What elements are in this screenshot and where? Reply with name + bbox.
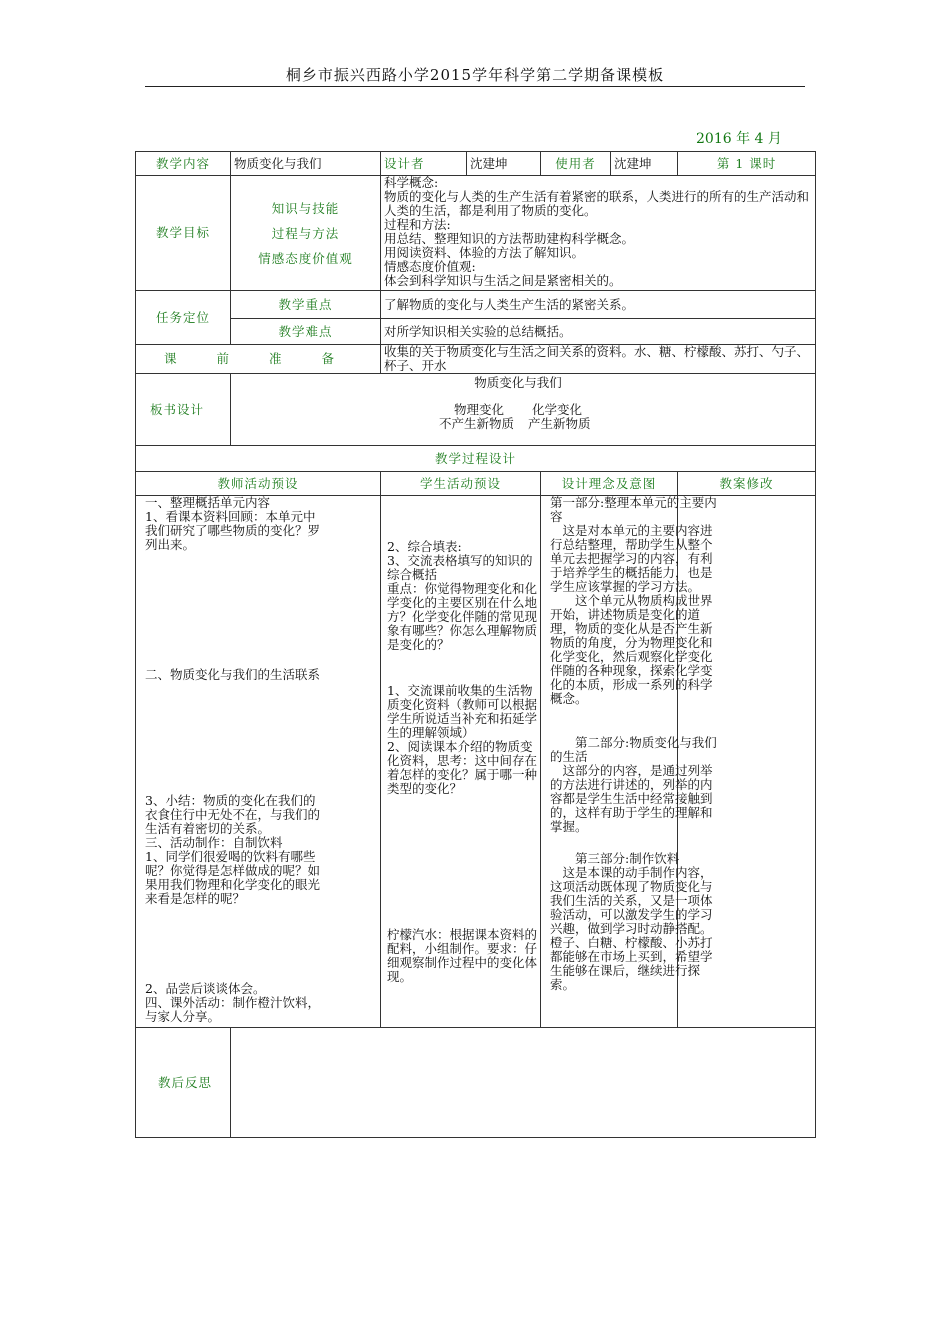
content-label: 教学内容: [136, 152, 231, 176]
board-design-content: [231, 374, 816, 446]
goals-label: 教学目标: [136, 176, 231, 291]
process-content-row: [136, 496, 816, 1028]
design-line: 这个单元从物质构成世界开始，讲述物质是变化的道理，物质的变化从是否产生新物质的角度，分为物理变化和化学变化，然后观察化学变化伴随的各种现象，探索化学变化的本质，形成一系列的科学概念。: [550, 593, 713, 706]
preparation-label: 课 前 准 备: [136, 345, 381, 374]
key-point-value: 了解物质的变化与人类生产生活的紧密关系。: [381, 291, 816, 319]
goal-knowledge-label: 知识与技能: [271, 200, 340, 216]
teacher-line: 1、同学们很爱喝的饮料有哪些呢？你觉得是怎样做成的呢？如果用我们物理和化学变化的眼光来看是怎样的呢？: [145, 849, 321, 906]
design-intent: [541, 495, 717, 1028]
board-chemical-change: 化学变化: [532, 402, 583, 417]
task-label: 任务定位: [136, 291, 231, 345]
student-line: 3、交流表格填写的知识的综合概括: [387, 553, 533, 582]
student-section-1: [387, 540, 543, 652]
goals-content: [381, 176, 816, 291]
designer-value: 沈建坤: [467, 152, 541, 176]
teacher-line: 1、看课本资料回顾：本单元中我们研究了哪些物质的变化？罗列出来。: [145, 509, 321, 552]
goal-line: 用总结、整理知识的方法帮助建构科学概念。: [384, 231, 635, 246]
preparation-row: [136, 345, 816, 374]
key-point-row: [136, 291, 816, 319]
process-header-row: [136, 472, 816, 496]
process-title-row: [136, 446, 816, 472]
teacher-line: 四、课外活动：制作橙汁饮料，与家人分享。: [145, 995, 321, 1024]
teacher-column-header: 教师活动预设: [136, 472, 381, 496]
teacher-activities: [136, 496, 381, 1028]
design-part-2: [550, 736, 724, 834]
document-header-title: 桐乡市振兴西路小学2015学年科学第二学期备课模板: [285, 66, 665, 84]
user-label: 使用者: [541, 152, 611, 176]
design-part-1: [550, 496, 724, 706]
student-line: 1、交流课前收集的生活物质变化资料（教师可以根据学生所说适当补充和拓延学生的理解领域）: [387, 683, 538, 740]
difficulty-label: 教学难点: [231, 319, 381, 345]
document-date: 2016 年 4 月: [696, 131, 782, 147]
board-design-label: 板书设计: [136, 374, 231, 446]
student-activities: [381, 496, 541, 1028]
teacher-section-3: [145, 794, 327, 906]
design-column-header: 设计理念及意图: [541, 472, 678, 496]
design-line: 这是对本单元的主要内容进行总结整理，帮助学生从整个单元去把握学习的内容，有利于培养学生的概括能力，也是学生应该掌握的学习方法。: [550, 523, 713, 594]
student-line: 2、阅读课本介绍的物质变化资料，思考：这中间存在着怎样的变化？属于哪一种类型的变化？: [387, 739, 538, 796]
revision-column-header: 教案修改: [678, 472, 816, 496]
board-title: 物质变化与我们: [474, 375, 562, 390]
design-part-3: [550, 852, 724, 992]
key-point-label: 教学重点: [231, 291, 381, 319]
board-no-new-substance: 不产生新物质: [439, 416, 515, 431]
designer-label: 设计者: [381, 152, 467, 176]
goal-line: 物质的变化与人类的生产生活有着紧密的联系，人类进行的所有的生产活动和人类的生活，都是利用了物质的变化。: [384, 189, 810, 218]
goal-process-label: 过程与方法: [271, 225, 340, 241]
lesson-plan-table: [135, 151, 816, 1138]
teacher-line: 二、物质变化与我们的生活联系: [145, 667, 321, 682]
preparation-value: 收集的关于物质变化与生活之间关系的资料。水、糖、柠檬酸、苏打、勺子、杯子、开水: [381, 345, 816, 374]
reflection-row: [136, 1028, 816, 1138]
student-column-header: 学生活动预设: [381, 472, 541, 496]
goal-line: 用阅读资料、体验的方法了解知识。: [384, 245, 585, 260]
board-physical-change: 物理变化: [454, 402, 505, 417]
student-line: 2、综合填表:: [387, 539, 462, 554]
board-row-1: [454, 403, 812, 417]
goal-line: 科学概念:: [384, 175, 439, 190]
design-line: 第二部分:物质变化与我们的生活: [550, 735, 717, 764]
reflection-content[interactable]: [231, 1028, 816, 1138]
difficulty-row: [136, 319, 816, 345]
design-line: 这部分的内容，是通过列举的方法进行讲述的，列举的内容都是学生生活中经常接触到的，这样有助于学生的理解和掌握。: [550, 763, 713, 834]
design-line: 这是本课的动手制作内容，这项活动既体现了物质变化与我们生活的关系，又是一项体验活动，可以激发学生的学习兴趣，做到学习时动静搭配。橙子、白糖、柠檬酸、小苏打都能够在市场上买到，希望学生能够在课后，继续进行探索。: [550, 865, 713, 992]
board-row-2: [439, 417, 812, 431]
difficulty-value: 对所学知识相关实验的总结概括。: [381, 319, 816, 345]
goal-line: 过程和方法:: [384, 217, 451, 232]
design-line: 第一部分:整理本单元的主要内容: [550, 495, 717, 524]
student-section-2: [387, 684, 543, 796]
teacher-section-4: [145, 982, 327, 1024]
teacher-line: 2、品尝后谈谈体会。: [145, 981, 266, 996]
period-label: 第 1 课时: [678, 152, 816, 176]
goals-row: [136, 176, 816, 291]
goal-line: 情感态度价值观:: [384, 259, 476, 274]
info-row: [136, 152, 816, 176]
goal-attitude-label: 情感态度价值观: [258, 250, 353, 266]
goals-sub-labels: [231, 176, 381, 291]
user-value: 沈建坤: [611, 152, 678, 176]
teacher-line: 三、活动制作：自制饮料: [145, 835, 283, 850]
student-line: 柠檬汽水：根据课本资料的配料，小组制作。要求：仔细观察制作过程中的变化体现。: [387, 927, 538, 984]
teacher-section-2: [145, 668, 327, 682]
design-line: 第三部分:制作饮料: [550, 851, 680, 866]
student-section-3: [387, 928, 543, 984]
board-design-row: [136, 374, 816, 446]
teacher-line: 3、小结：物质的变化在我们的衣食住行中无处不在，与我们的生活有着密切的关系。: [145, 793, 321, 836]
reflection-label: 教后反思: [136, 1028, 231, 1138]
teacher-section-1: [145, 496, 327, 552]
board-new-substance: 产生新物质: [528, 416, 591, 431]
teacher-line: 一、整理概括单元内容: [145, 495, 271, 510]
process-title: 教学过程设计: [136, 446, 816, 472]
student-line: 重点：你觉得物理变化和化学变化的主要区别在什么地方？化学变化伴随的常见现象有哪些？你怎么理解物质是变化的？: [387, 581, 538, 652]
goal-line: 体会到科学知识与生活之间是紧密相关的。: [384, 273, 622, 288]
content-value: 物质变化与我们: [231, 152, 381, 176]
header-divider: [145, 86, 805, 87]
